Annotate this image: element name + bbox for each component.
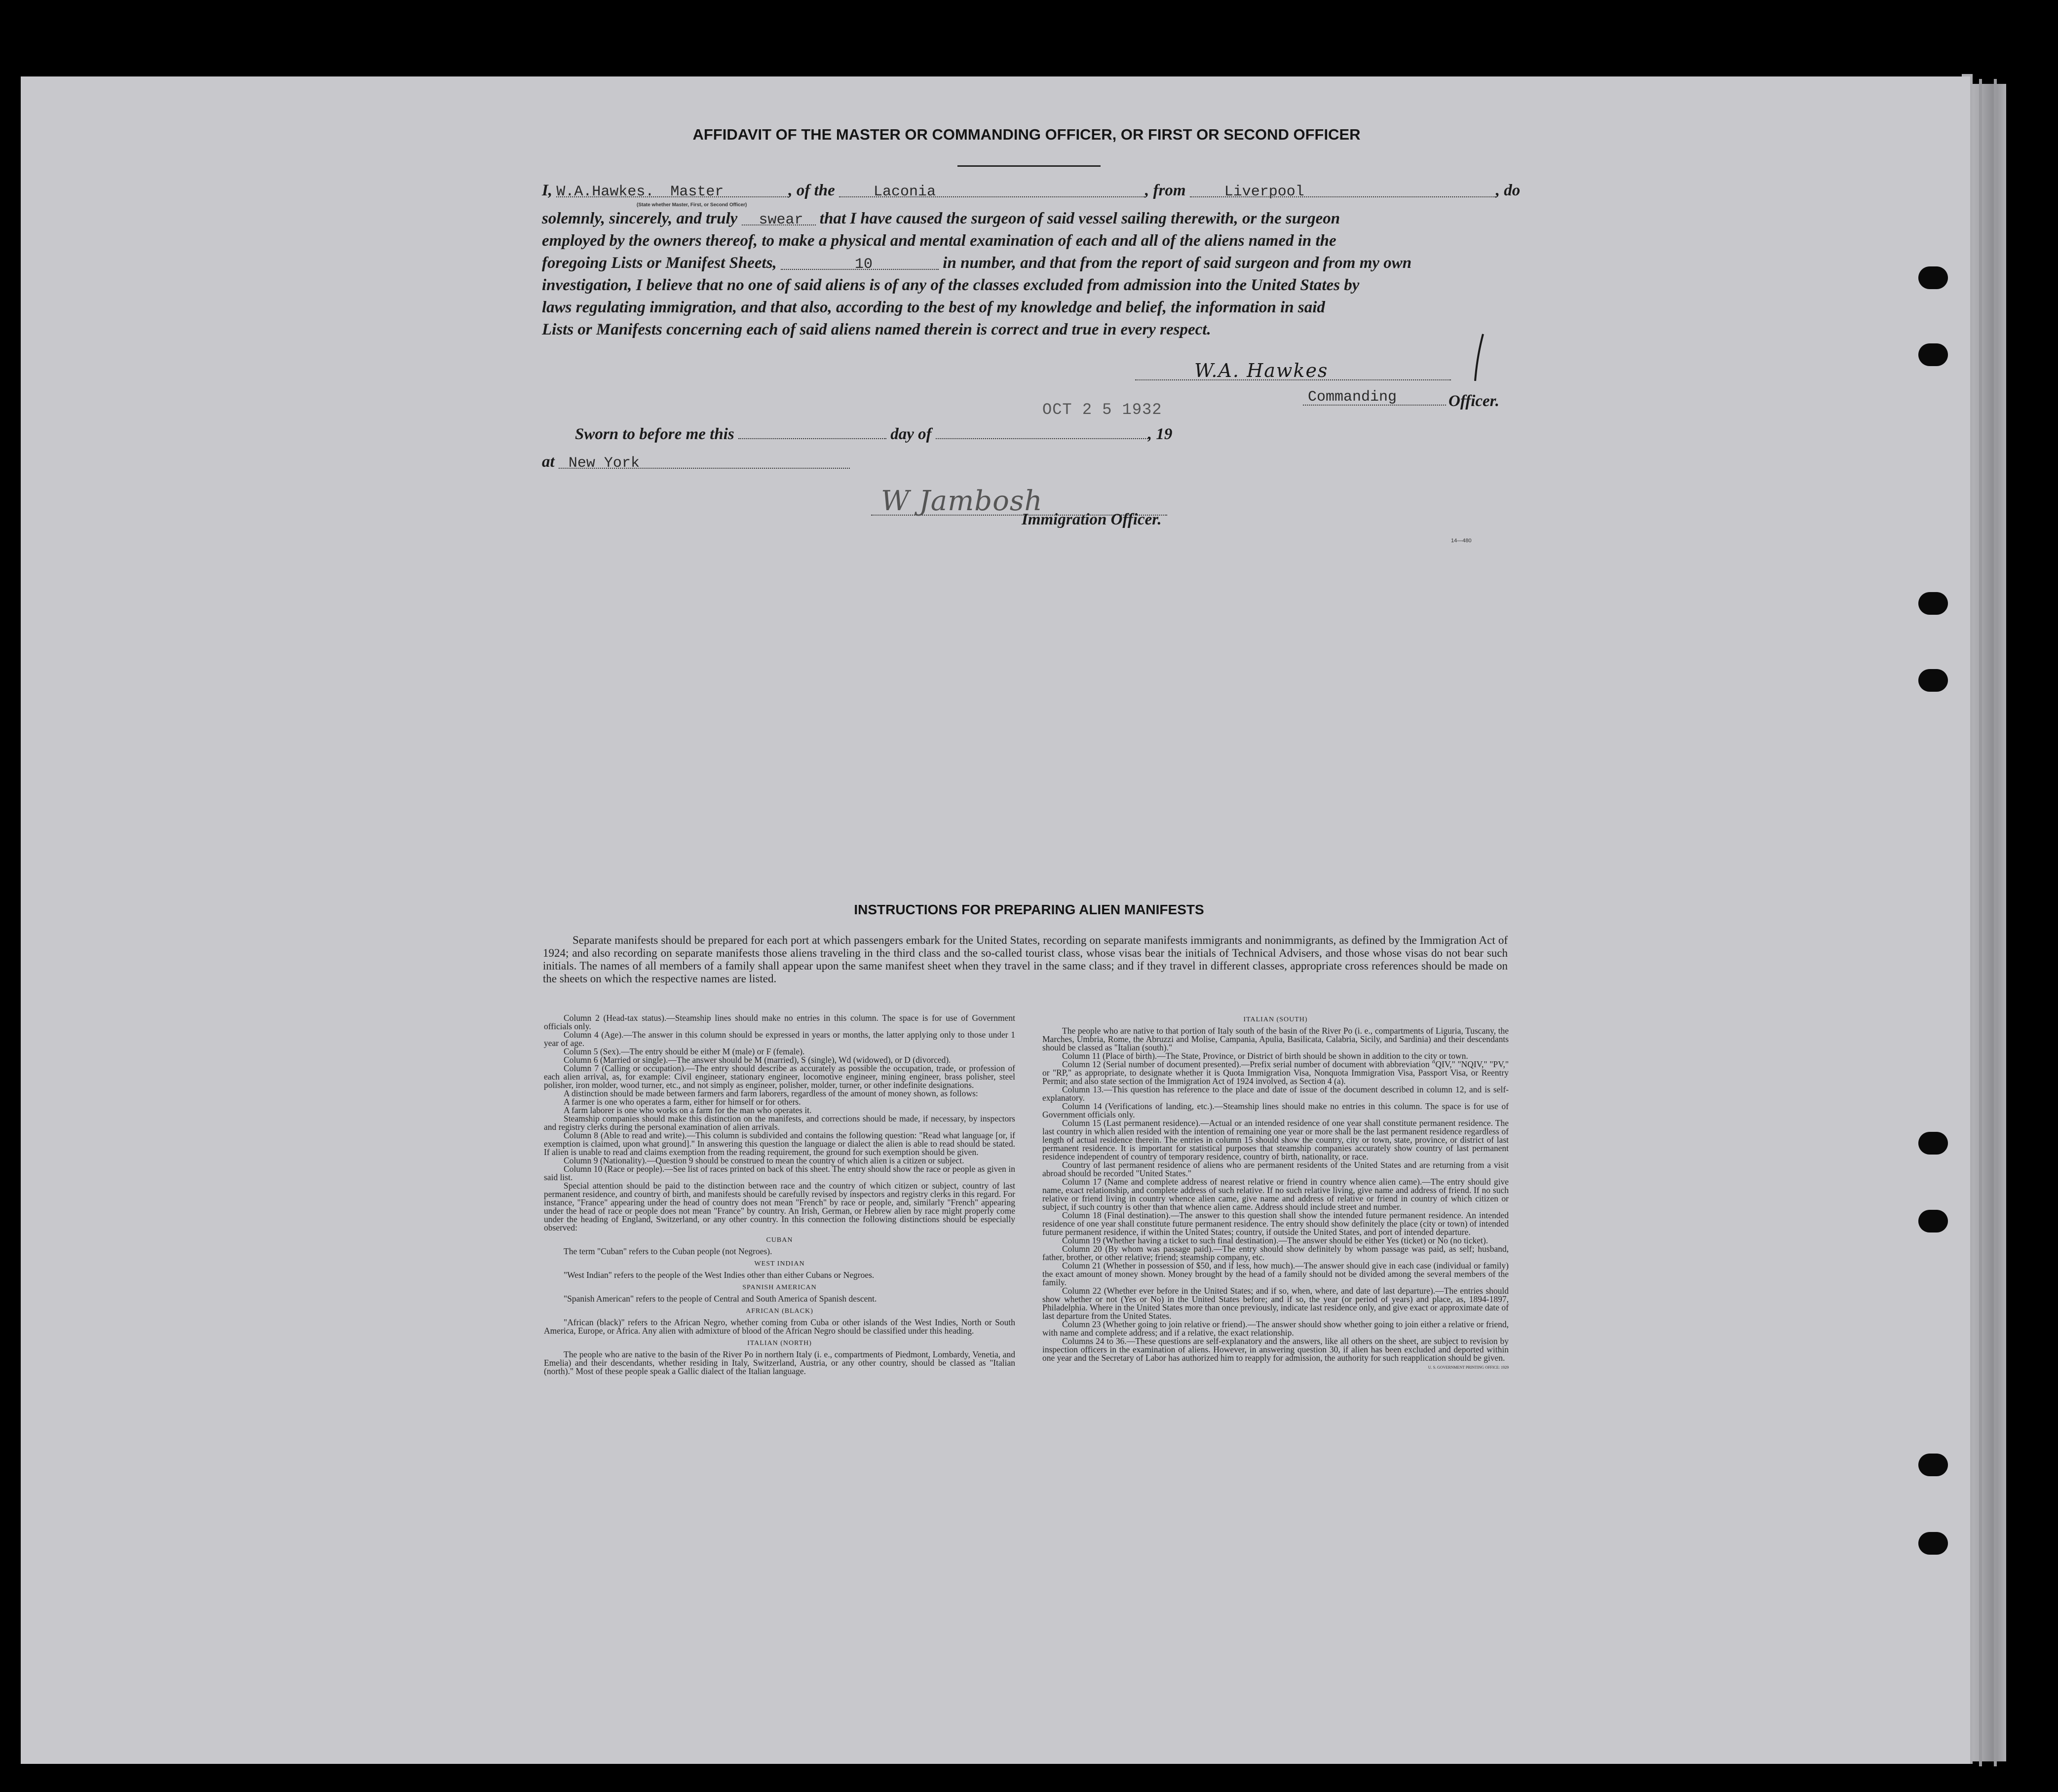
section-heading: SPANISH AMERICAN: [742, 1284, 817, 1291]
immigration-officer-label: Immigration Officer.: [1022, 511, 1162, 528]
instruction-paragraph: The people who are native to that portion of Italy south of the basin of the River Po (i. e., compartments of Liguria, Tuscany, the Marches, Umbria, Rome, the Abruzzi and Molise, Campania, Apulia, Basilicata, Calabria, Sicily, and Sardinia) and their descendants should be classed as "Italian (south).": [1042, 1026, 1509, 1052]
instruction-paragraph: The term "Cuban" refers to the Cuban people (not Negroes).: [564, 1246, 772, 1256]
page-stack-edges: [1967, 84, 2006, 1761]
instruction-paragraph: Country of last permanent residence of aliens who are permanent residents of the United States and are returning from a visit abroad should be recorded "United States.": [1042, 1160, 1509, 1178]
binder-hole: [1918, 1210, 1948, 1232]
binder-hole: [1918, 343, 1948, 366]
instruction-paragraph: Column 13.—This question has reference to the place and date of issue of the document described in column 12, and is self-explanatory.: [1042, 1084, 1509, 1103]
binder-hole: [1918, 1532, 1948, 1555]
instructions-intro: Separate manifests should be prepared for each port at which passengers embark for the United States, recording on separate manifests immigrants and nonimmigrants, as defined by the Immigration Act of 1924; and also recording on separate manifests those aliens traveling in the third class and the so-called tourist class, whose visas bear the initials of Technical Advisers, and those whose visas do not bear such initials. The names of all members of a family shall appear upon the same manifest sheet when they travel in the same class; and if they travel in different classes, appropriate cross references should be made on the sheets on which the respective names are listed.: [543, 934, 1508, 985]
instruction-paragraph: A farm laborer is one who works on a farm for the man who operates it.: [564, 1105, 812, 1115]
instruction-paragraph: Column 4 (Age).—The answer in this column should be expressed in years or months, the latter applying only to those under 1 year of age.: [544, 1030, 1015, 1048]
instruction-paragraph: The people who are native to the basin of the River Po in northern Italy (i. e., compartments of Piedmont, Lombardy, Venetia, and Emelia) and their descendants, whether residing in Italy, Switzerland, Austria, or any other country, should be classed as "Italian (north)." Most of these people speak a Gallic dialect of the Italian language.: [544, 1349, 1015, 1376]
signature-mark: [1468, 332, 1488, 386]
section-heading: ITALIAN (NORTH): [747, 1340, 812, 1347]
instruction-paragraph: Special attention should be paid to the distinction between race and the country of which citizen or subject, country of last permanent residence, and country of birth, and manifests should be carefully revised by inspectors and registry clerks in this regard. For instance, "France" appearing under the head of country does not mean "French" by race or people, and, similarly "French" appearing under the head of race or people does not mean "France" by country. An Irish, German, or Hebrew alien by race might properly come under the heading of England, Switzerland, or any other country. In this connection the following distinctions should be especially observed:: [544, 1181, 1015, 1232]
year-prefix: , 19: [1147, 425, 1173, 443]
instruction-paragraph: "Spanish American" refers to the people of Central and South America of Spanish descent.: [564, 1294, 877, 1304]
instruction-paragraph: Column 8 (Able to read and write).—This column is subdivided and contains the following question: "Read what language [or, if exemption is claimed, upon what ground]." In answering this question the language or dialect the alien is able to read should be stated. If alien is unable to read and claims exemption from the reading requirement, the ground for such exemption should be given.: [544, 1130, 1015, 1157]
page-edge-line: [1994, 79, 1997, 1766]
master-signature: W.A. Hawkes: [1194, 360, 1329, 381]
binder-hole: [1918, 1454, 1948, 1476]
printer-imprint: U. S. GOVERNMENT PRINTING OFFICE: 1929: [1428, 1365, 1509, 1370]
instruction-paragraph: Column 19 (Whether having a ticket to such final destination).—The answer should be either Yes (ticket) or No (no ticket).: [1062, 1235, 1488, 1245]
instruction-paragraph: Column 2 (Head-tax status).—Steamship lines should make no entries in this column. The space is for use of Government officials only.: [544, 1013, 1015, 1031]
immigration-signature: W Jambosh: [881, 485, 1043, 517]
affidavit-line-3: employed by the owners thereof, to make a physical and mental examination of each and all of the aliens named in the: [542, 232, 1336, 250]
instruction-paragraph: Column 21 (Whether in possession of $50, and if less, how much).—The answer should give in each case (individual or family) the exact amount of money shown. Money brought by the head of a family should not be divided among the several members of the family.: [1042, 1261, 1509, 1287]
instruction-paragraph: Column 10 (Race or people).—See list of races printed on back of this sheet. The entry should show the race or people as given in said list.: [544, 1164, 1015, 1182]
line4-text-a: foregoing Lists or Manifest Sheets,: [542, 254, 777, 272]
instruction-paragraph: Column 18 (Final destination).—The answer to this question shall show the intended future permanent residence. An intended residence of one year shall constitute future permanent residence. The entry should show definitely the place (city or town) of intended future permanent residence, if within the United States; country, if outside the United States, and port of intended departure.: [1042, 1210, 1509, 1237]
affidavit-line-7: Lists or Manifests concerning each of said aliens named therein is correct and true in every respect.: [542, 321, 1211, 338]
affidavit-title: AFFIDAVIT OF THE MASTER OR COMMANDING OFFICER, OR FIRST OR SECOND OFFICER: [692, 126, 1361, 143]
instruction-paragraph: Column 12 (Serial number of document presented).—Prefix serial number of document with abbreviation "QIV," "NQIV," "PV," or "RP," as appropriate, to designate whether it is Quota Immigration Visa, Nonquota Immigration Visa, Passport Visa, or Reentry Permit; and also state section of the Immigration Act of 1924 involved, as Section 4 (a).: [1042, 1059, 1509, 1086]
section-heading: CUBAN: [766, 1236, 793, 1244]
line2-text-a: solemnly, sincerely, and truly: [542, 210, 738, 227]
affidavit-line-2: [542, 210, 1340, 228]
line2-text-b: that I have caused the surgeon of said vessel sailing therewith, or the surgeon: [819, 210, 1340, 227]
instructions-left-column: [544, 1014, 1015, 1376]
section-heading: WEST INDIAN: [754, 1260, 805, 1268]
officer-label: Officer.: [1448, 392, 1499, 410]
vessel-name: Laconia: [874, 184, 936, 200]
instruction-paragraph: Columns 24 to 36.—These questions are self-explanatory and the answers, like all others on the sheet, are subject to revision by inspection officers in the examination of aliens. However, in answering question 30, if alien has been excluded and deported within one year and the Secretary of Labor has authorized him to reapply for admission, the authority for such reapplication should be given.: [1042, 1336, 1509, 1363]
officer-type: Commanding: [1308, 389, 1397, 406]
title-rule: [957, 165, 1101, 167]
instruction-paragraph: "African (black)" refers to the African Negro, whether coming from Cuba or other islands of the West Indies, North or South America, Europe, or Africa. Any alien with admixture of blood of the African Negro should be classified under this heading.: [544, 1317, 1015, 1336]
sheet-count: 10: [855, 256, 873, 273]
master-name: W.A.Hawkes.: [556, 184, 654, 200]
rank-note: (State whether Master, First, or Second Officer): [637, 202, 747, 208]
instruction-paragraph: Column 20 (By whom was passage paid).—The entry should show definitely by whom passage was paid, as self; husband, father, brother, or other relative; friend; steamship company, etc.: [1042, 1244, 1509, 1262]
instruction-paragraph: Column 9 (Nationality).—Question 9 should be construed to mean the country of which alien is a citizen or subject.: [564, 1156, 964, 1165]
binder-hole: [1918, 266, 1948, 289]
instruction-paragraph: Column 14 (Verifications of landing, etc.).—Steamship lines should make no entries in this column. The space is for use of Government officials only.: [1042, 1101, 1509, 1120]
instruction-paragraph: Column 6 (Married or single).—The answer should be M (married), S (single), Wd (widowed), or D (divorced).: [564, 1055, 951, 1065]
instruction-paragraph: A distinction should be made between farmers and farm laborers, regardless of the amount of money shown, as follows:: [564, 1088, 978, 1098]
oath-prefix: I,: [542, 182, 553, 199]
departure-port: Liverpool: [1224, 184, 1304, 200]
instruction-paragraph: Column 7 (Calling or occupation).—The entry should describe as accurately as possible the occupation, trade, or profession of each alien arrival, as, for example: Civil engineer, stationary engineer, locomotive engineer, mining engineer, brass polisher, steel polisher, iron molder, wood turner, etc., and not simply as engineer, polisher, molder, turner, or other indefinite designations.: [544, 1063, 1015, 1090]
instruction-paragraph: Column 11 (Place of birth).—The State, Province, or District of birth should be shown in addition to the city or town.: [1062, 1051, 1468, 1061]
instruction-paragraph: A farmer is one who operates a farm, either for himself or for others.: [564, 1097, 801, 1107]
section-heading: ITALIAN (SOUTH): [1243, 1016, 1308, 1023]
instruction-paragraph: "West Indian" refers to the people of the West Indies other than either Cubans or Negroes.: [564, 1270, 875, 1280]
instruction-paragraph: Column 5 (Sex).—The entry should be either M (male) or F (female).: [564, 1046, 805, 1056]
officer-type-line: [1303, 389, 1446, 406]
form-number: 14—480: [1451, 538, 1472, 544]
binder-hole: [1918, 592, 1948, 615]
affidavit-line-5: investigation, I believe that no one of said aliens is of any of the classes excluded from admission into the United States by: [542, 276, 1360, 294]
date-stamp: OCT 2 5 1932: [1042, 401, 1162, 419]
binder-hole: [1918, 1132, 1948, 1155]
at-line: [542, 453, 850, 471]
sworn-line: [575, 423, 1172, 444]
sworn-text: Sworn to before me this: [575, 425, 734, 443]
line4-text-b: in number, and that from the report of said surgeon and from my own: [943, 254, 1412, 272]
day-of-label: day of: [890, 425, 932, 443]
at-label: at: [542, 453, 555, 471]
instruction-paragraph: Column 17 (Name and complete address of nearest relative or friend in country whence alien came).—The entry should give name, exact relationship, and complete address of such relative. If no such relative living, give name and address of friend. If no such relative or friend living in country whence alien came, give name and address of relative or friend in country of which citizen or subject, if such country is other than that whence alien came. Address should include street and number.: [1042, 1177, 1509, 1212]
instruction-paragraph: Steamship companies should make this distinction on the manifests, and corrections should be made, if necessary, by inspectors and registry clerks during the personal examination of alien arrivals.: [544, 1114, 1015, 1132]
instruction-paragraph: Column 23 (Whether going to join relative or friend).—The answer should show whether going to join either a relative or friend, with name and complete address; and if a relative, the exact relationship.: [1042, 1319, 1509, 1338]
instructions-right-column: [1042, 1011, 1509, 1372]
oath-type: swear: [759, 212, 803, 228]
of-the-label: , of the: [788, 182, 835, 199]
from-label: , from: [1145, 182, 1186, 199]
affidavit-line-1: [542, 182, 1520, 200]
instruction-paragraph: Column 15 (Last permanent residence).—Actual or an intended residence of one year shall constitute permanent residence. The last country in which alien resided with the intention of remaining one year or more shall be the last permanent residence regardless of length of actual residence therein. The entries in column 15 should show the country, city or town, state, province, or district of last permanent residence. It is important for statistical purposes that steamship companies accurately show country of last permanent residence independent of country of temporary residence, country of birth, nationality, or race.: [1042, 1118, 1509, 1161]
page-edge-line: [1979, 79, 1982, 1766]
affidavit-line-4: [542, 254, 1411, 272]
instructions-title: INSTRUCTIONS FOR PREPARING ALIEN MANIFESTS: [854, 902, 1204, 917]
do-label: , do: [1495, 182, 1521, 199]
place-of-oath: New York: [568, 455, 640, 472]
section-heading: AFRICAN (BLACK): [746, 1307, 813, 1315]
instruction-paragraph: Column 22 (Whether ever before in the United States; and if so, when, where, and date of last departure).—The entries should show whether or not (Yes or No) in the United States before; and if so, the year (or period of years) and place, as, 1894-1897, Philadelphia. Where in the United States more than once previously, indicate last residence only, and give exact or approximate date of last departure from the United States.: [1042, 1286, 1509, 1321]
master-signature-line: [1135, 360, 1451, 381]
officer-rank: Master: [670, 184, 724, 200]
binder-hole: [1918, 669, 1948, 692]
affidavit-line-6: laws regulating immigration, and that also, according to the best of my knowledge and belief, the information in said: [542, 299, 1325, 316]
